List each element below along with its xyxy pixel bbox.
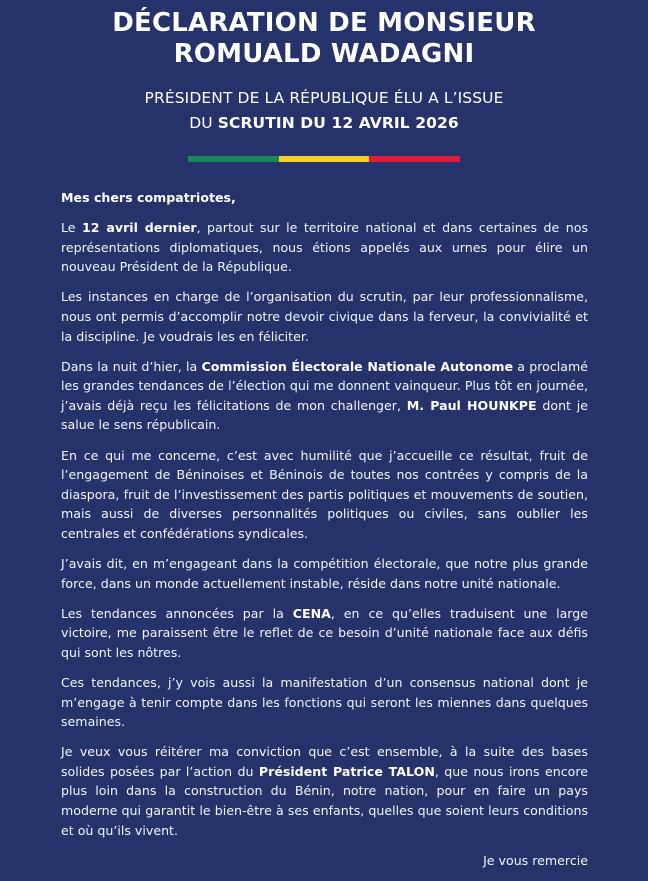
- text: , en ce qu’elles traduisent une large victoire, me paraissent être le reflet de ce besoin d’unité nationale face aux défis qui sont les nôtres.: [61, 605, 589, 660]
- closing-line: Je vous remercie: [483, 852, 588, 868]
- text: Le: [61, 220, 83, 236]
- paragraph-2: Les instances en charge de l’organisation du scrutin, par leur professionnalisme, nous ont permis d’accomplir notre devoir civique dans la ferveur, la convivialité et la discipline. Je voudrais les en féliciter.: [61, 289, 588, 344]
- subtitle-date: SCRUTIN DU 12 AVRIL 2026: [217, 114, 459, 132]
- text: dont je salue le sens républicain.: [61, 397, 588, 433]
- flag-red-segment: [369, 156, 460, 162]
- bold-date: 12 avril dernier: [82, 220, 197, 236]
- page-subtitle: [0, 86, 648, 136]
- text: a proclamé les grandes tendances de l’élection qui me donnent vainqueur. Plus tôt en journée, j’avais déjà reçu les félicitations de mon challenger,: [61, 358, 589, 413]
- bold-president-name: Président Patrice TALON: [258, 763, 435, 779]
- flag-color-bar: [188, 156, 460, 162]
- text: Dans la nuit d’hier, la: [61, 358, 202, 374]
- flag-yellow-segment: [279, 156, 370, 162]
- text: Je veux vous réitérer ma conviction que c’est ensemble, à la suite des bases solides posées par l’action du: [61, 744, 588, 779]
- text: , que nous irons encore plus loin dans la construction du Bénin, notre nation, pour en faire un pays moderne qui garantit le bien-être à ses enfants, quelles que soient leurs conditions et où qu’ils vivent.: [61, 763, 588, 838]
- bold-cena: CENA: [292, 605, 331, 621]
- paragraph-3: [61, 357, 588, 435]
- paragraph-1: [61, 218, 588, 277]
- text: Les tendances annoncées par la: [61, 605, 293, 621]
- paragraph-7: Ces tendances, j’y vois aussi la manifestation d’un consensus national dont je m’engage à tenir compte dans les fonctions qui seront les miennes dans quelques semaines.: [61, 674, 588, 730]
- text: , partout sur le territoire national et dans certaines de nos représentations diplomatiques, nous étions appelés aux urnes pour élire un nouveau Président de la République.: [61, 220, 589, 275]
- subtitle-line-2: [0, 111, 648, 136]
- salutation: Mes chers compatriotes,: [61, 190, 236, 205]
- paragraph-5: J’avais dit, en m’engageant dans la compétition électorale, que notre plus grande force, dans un monde actuellement instable, réside dans notre unité nationale.: [61, 556, 588, 591]
- paragraph-4: En ce qui me concerne, c’est avec humilité que j’accueille ce résultat, fruit de l’engagement de Béninoises et Béninois de toutes nos contrées y compris de la diaspora, fruit de l’investissement des partis politiques et mouvements de soutien, mais aussi de diverses personnalités politiques ou civiles, sans oublier les centrales et confédérations syndicales.: [61, 447, 588, 541]
- page-title: [0, 8, 648, 70]
- paragraph-6: [61, 604, 588, 663]
- bold-cena-name: Commission Électorale Nationale Autonome: [201, 358, 514, 374]
- declaration-body: [61, 188, 588, 881]
- paragraph-8: [61, 742, 588, 840]
- flag-green-segment: [188, 156, 279, 162]
- subtitle-line-1: PRÉSIDENT DE LA RÉPUBLIQUE ÉLU A L’ISSUE: [144, 89, 504, 107]
- title-line-1: DÉCLARATION DE MONSIEUR: [112, 8, 536, 38]
- bold-challenger-name: M. Paul HOUNKPE: [406, 397, 537, 413]
- title-line-2: ROMUALD WADAGNI: [173, 39, 475, 69]
- subtitle-prefix: DU: [189, 114, 218, 132]
